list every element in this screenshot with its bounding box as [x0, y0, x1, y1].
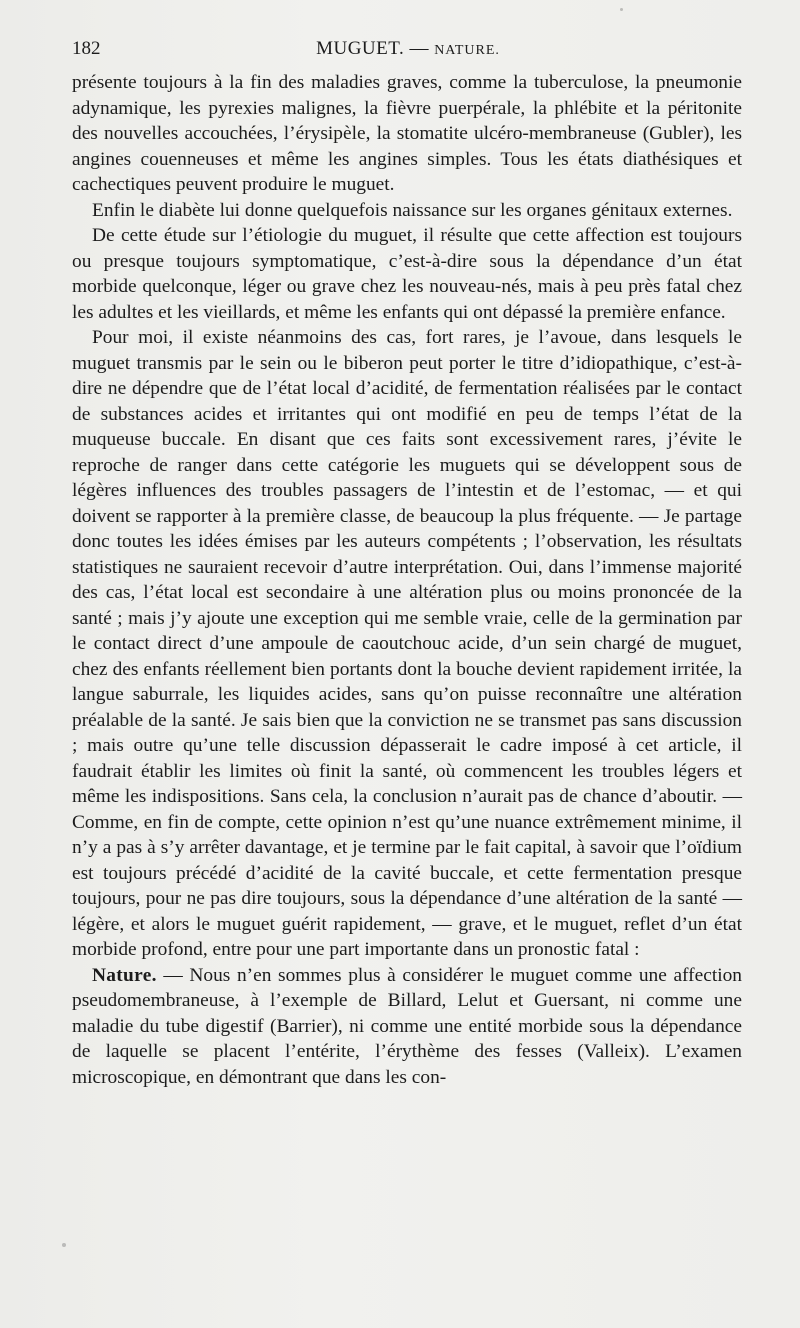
- body-text: [72, 70, 742, 1090]
- paper-speck: [62, 1243, 66, 1247]
- running-title-main: MUGUET.: [316, 38, 405, 59]
- section-nature-text: — Nous n’en sommes plus à considérer le muguet comme une affection pseudomembraneuse, à l’exemple de Billard, Lelut et Guersant, ni comme une maladie du tube digestif (Barrier), ni comme une entité morbide sous la dépendance de laquelle se placent l’entérite, l’érythème des fesses (Valleix). L’examen microscopique, en démontrant que dans les con-: [72, 964, 742, 1088]
- paragraph-continuation: présente toujours à la fin des maladies graves, comme la tuberculose, la pneumonie adynamique, les pyrexies malignes, la fièvre puerpérale, la phlébite et la péritonite des nouvelles accouchées, l’érysipèle, la stomatite ulcéro-membraneuse (Gubler), les angines couenneuses et même les angines simples. Tous les états diathésiques et cachectiques peuvent produire le muguet.: [72, 72, 742, 195]
- running-head: [72, 38, 744, 64]
- paragraph-nature: [72, 963, 742, 1091]
- section-heading-nature: Nature.: [92, 964, 157, 986]
- paragraph-diabete: Enfin le diabète lui donne quelquefois naissance sur les organes génitaux externes.: [92, 199, 733, 221]
- paragraph-opinion: Pour moi, il existe néanmoins des cas, fort rares, je l’avoue, dans lesquels le muguet transmis par le sein ou le biberon peut porter le titre d’idiopathique, c’est-à-dire ne dépendre que de l’état local d’acidité, de fermentation réalisées par le contact de substances acides et irritantes qui ont modifié en peu de temps l’état de la muqueuse buccale. En disant que ces faits sont excessivement rares, j’évite le reproche de ranger dans cette catégorie les muguets qui se développent sous de légères influences des troubles passagers de l’intestin et de l’estomac, — et qui doivent se rapporter à la première classe, de beaucoup la plus fréquente. — Je partage donc toutes les idées émises par les auteurs compétents ; l’observation, les résultats statistiques ne sauraient recevoir d’autre interprétation. Oui, dans l’immense majorité des cas, l’état local est secondaire à une altération plus ou moins prononcée de la santé ; mais j’y ajoute une exception qui me semble vraie, celle de la germination par le contact direct d’une ampoule de caoutchouc acide, d’un sein chargé de muguet, chez des enfants réellement bien portants dont la bouche devient rapidement irritée, la langue saburrale, les liquides acides, sans qu’on puisse reconnaître une altération préalable de la santé. Je sais bien que la conviction ne se transmet pas sans discussion ; mais outre qu’une telle discussion dépasserait le cadre imposé à cet article, il faudrait établir les limites où finit la santé, où commencent les troubles légers et même les indispositions. Sans cela, la conclusion n’aurait pas de chance d’aboutir. — Comme, en fin de compte, cette opinion n’est qu’une nuance extrêmement minime, il n’y a pas à s’y arrêter davantage, et je termine par le fait capital, à savoir que l’oïdium est toujours précédé d’acidité de la cavité buccale, et cette fermentation presque toujours, pour ne pas dire toujours, sous la dépendance d’une altération de la santé — légère, et alors le muguet guérit rapidement, — grave, et le muguet, reflet d’un état morbide profond, entre pour une part importante dans un pronostic fatal :: [72, 327, 742, 960]
- running-title-section: NATURE.: [434, 43, 500, 58]
- paper-speck: [620, 8, 623, 11]
- running-title-separator: —: [409, 38, 429, 59]
- paragraph-etiologie-conclusion: De cette étude sur l’étiologie du muguet, il résulte que cette affection est toujours ou presque toujours symptomatique, c’est-à-dire sous la dépendance d’un état morbide quelconque, léger ou grave chez les nouveau-nés, mais à peu près fatal chez les adultes et les vieillards, et même les enfants qui ont dépassé la première enfance.: [72, 225, 742, 323]
- running-title: [72, 38, 744, 60]
- page-number: 182: [72, 38, 101, 59]
